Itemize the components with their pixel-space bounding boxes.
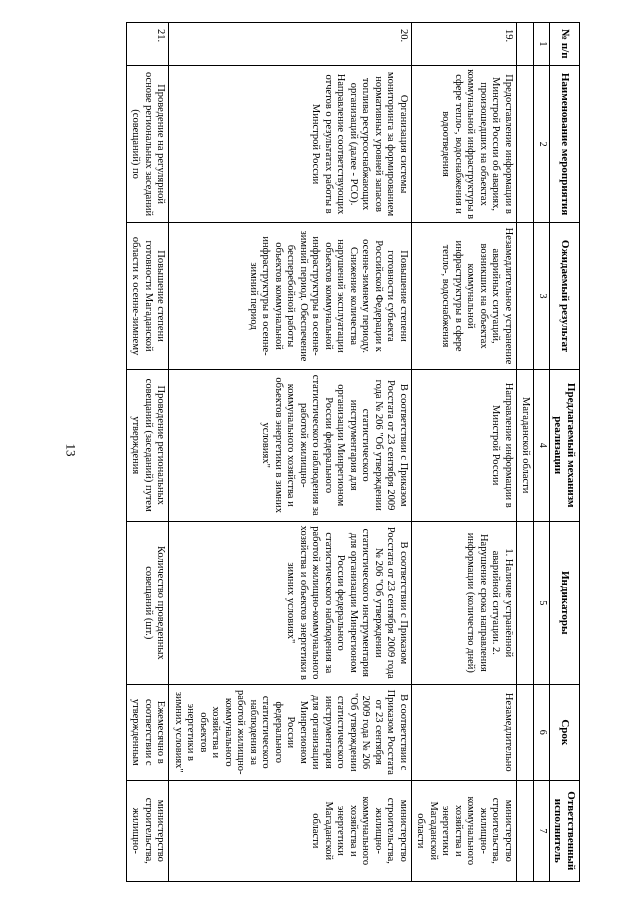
mechanism: Направление информации в Минстрой России bbox=[412, 369, 517, 521]
header-cell: № п/п bbox=[550, 23, 580, 66]
row-number: 21. bbox=[127, 23, 170, 66]
expected-result: Повышение степени готовности субъекта Российской Федерации к осенне-зимнему периоду. Снижение количества нарушений эксплуатации объектов коммунальной инфраструктуры в осенне-зимний период. Обеспечение бесперебойной работы объектов коммунальной инфраструктуры в осенне-зимний период bbox=[169, 223, 412, 369]
header-cell: Наименование мероприятия bbox=[550, 65, 580, 223]
continuation-text: Магаданской области bbox=[517, 369, 535, 521]
column-number-row bbox=[534, 23, 550, 882]
column-number: 2 bbox=[534, 65, 550, 223]
executor: министерство строительства, жилищно-коммунального хозяйства и энергетики Магаданской области bbox=[169, 780, 412, 881]
indicators: 1. Наличие устранённой аварийной ситуации. 2. Нарушение срока направления информации (количество дней) bbox=[412, 521, 517, 684]
column-number: 3 bbox=[534, 223, 550, 369]
header-cell: Индикаторы bbox=[550, 521, 580, 684]
mechanism: Проведение региональных совещаний (заседаний) путем утверждения bbox=[127, 369, 170, 521]
column-number: 6 bbox=[534, 684, 550, 780]
term: В соответствии с Приказом Росстата от 23 сентября 2009 года № 206 "Об утверждении статистического инструментария для организации Минрегионом России федерального статистического наблюдения за работой жилищно-коммунального хозяйства и объектов энергетики в зимних условиях" bbox=[169, 684, 412, 780]
header-cell: Ответственный исполнитель bbox=[550, 780, 580, 881]
measure-name: Предоставление информации в Минстрой России об авариях, произошедших на объектах коммунальной инфраструктуры в сфере тепло-, водоснабжения и водоотведения bbox=[412, 65, 517, 223]
column-number: 4 bbox=[534, 369, 550, 521]
measure-name: Организация системы мониторинга за формированием нормативных уровней запасов топлива ресурсоснабжающих организаций (далее - РСО). Направление соответствующих отчетов о результатах работы в Минстрой России bbox=[169, 65, 412, 223]
measure-name: Проведение на регулярной основе региональных заседаний (совещаний) по bbox=[127, 65, 170, 223]
column-number: 5 bbox=[534, 521, 550, 684]
executor: министерство строительства, жилищно-коммунального хозяйства и энергетики Магаданской области bbox=[412, 780, 517, 881]
header-cell: Ожидаемый результат bbox=[550, 223, 580, 369]
table-row bbox=[412, 23, 517, 882]
table-row bbox=[169, 23, 412, 882]
column-number: 1 bbox=[534, 23, 550, 66]
expected-result: Незамедлительное устранение аварийных ситуаций, возникших на объектах коммунальной инфраструктуры в сфере тепло-, водоснабжения bbox=[412, 223, 517, 369]
measures-table bbox=[126, 22, 580, 882]
row-number: 20. bbox=[169, 23, 412, 66]
executor: министерство строительства, жилищно- bbox=[127, 780, 170, 881]
term: Ежемесячно в соответствии с утвержденным bbox=[127, 684, 170, 780]
expected-result: Повышение степени готовности Магаданской области к осенне-зимнему bbox=[127, 223, 170, 369]
page-number: 13 bbox=[63, 443, 79, 457]
indicators: В соответствии с Приказом Росстата от 23 сентября 2009 года № 206 "Об утверждении статистического инструментария для организации Минрегионом России федерального статистического наблюдения за работой жилищно-коммунального хозяйства и объектов энергетики в зимних условиях" bbox=[169, 521, 412, 684]
mechanism: В соответствии с Приказом Росстата от 23 сентября 2009 года № 206 "Об утверждении статистического инструментария для организации Минрегионом России федерального статистического наблюдения за работой жилищно-коммунального хозяйства и объектов энергетики в зимних условиях" bbox=[169, 369, 412, 521]
table-row bbox=[127, 23, 170, 882]
header-cell: Предлагаемый механизм реализации bbox=[550, 369, 580, 521]
header-row bbox=[550, 23, 580, 882]
column-number: 7 bbox=[534, 780, 550, 881]
row-number: 19. bbox=[412, 23, 517, 66]
header-cell: Срок bbox=[550, 684, 580, 780]
term: Незамедлительно bbox=[412, 684, 517, 780]
rotated-table-sheet bbox=[60, 22, 580, 882]
indicators: Количество проведенных совещаний (шт.) bbox=[127, 521, 170, 684]
continuation-row bbox=[517, 23, 535, 882]
